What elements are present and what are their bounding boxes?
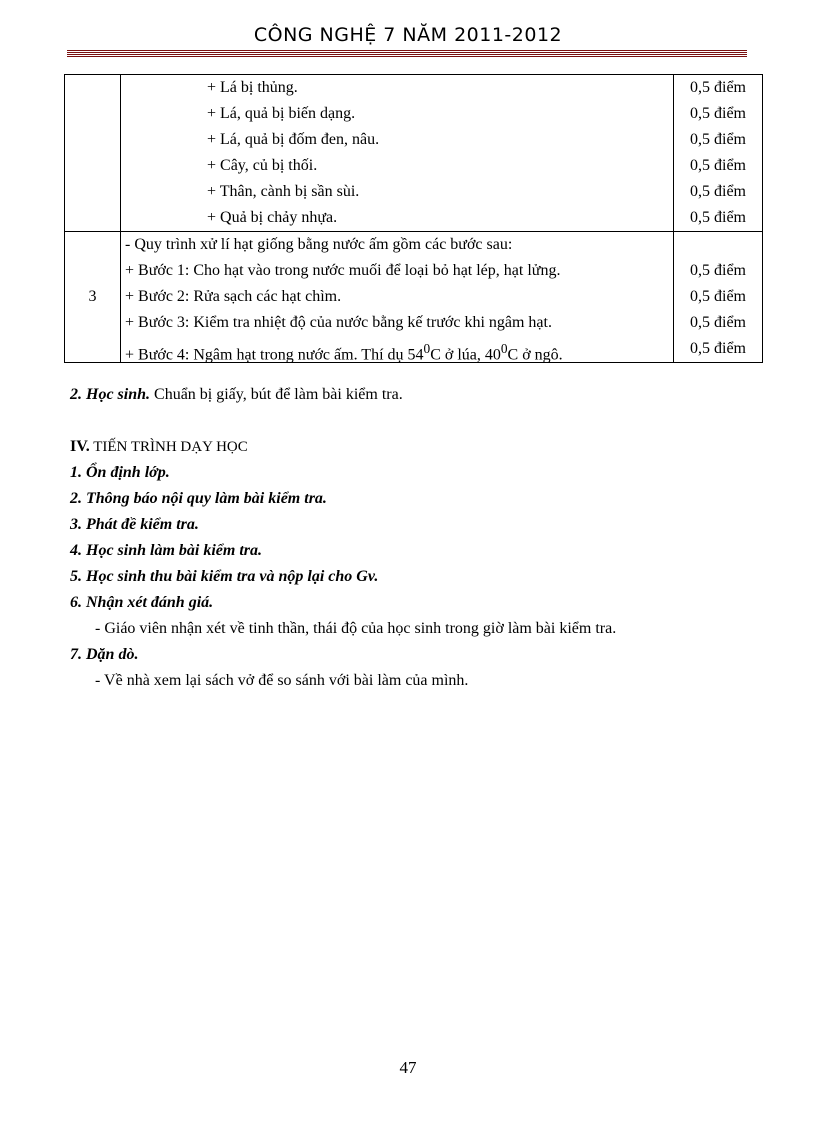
procedure-item: 4. Học sinh làm bài kiểm tra. xyxy=(70,542,263,559)
score-cell xyxy=(674,75,763,232)
answer-line: + Lá, quả bị đốm đen, nâu. xyxy=(207,131,380,148)
section-heading xyxy=(70,434,248,460)
score-value: 0,5 điểm xyxy=(690,288,746,305)
answer-line: + Bước 2: Rửa sạch các hạt chìm. xyxy=(125,288,342,305)
page-number: 47 xyxy=(399,1058,417,1077)
procedure-item: 2. Thông báo nội quy làm bài kiểm tra. xyxy=(70,490,327,507)
answer-line xyxy=(121,336,673,362)
answer-line: + Bước 1: Cho hạt vào trong nước muối để loại bỏ hạt lép, hạt lửng. xyxy=(125,262,561,279)
question-number-cell xyxy=(65,75,121,232)
answer-line: + Thân, cành bị sần sùi. xyxy=(207,183,360,200)
header-divider xyxy=(67,50,747,57)
procedure-item: 6. Nhận xét đánh giá. xyxy=(70,594,214,611)
score-value: 0,5 điểm xyxy=(690,314,746,331)
score-value: 0,5 điểm xyxy=(690,209,746,226)
procedure-item: 7. Dặn dò. xyxy=(70,646,139,663)
student-preparation xyxy=(70,382,403,408)
answer-line: + Lá bị thủng. xyxy=(207,79,298,96)
score-value: 0,5 điểm xyxy=(690,105,746,122)
score-cell xyxy=(674,232,763,363)
table-row xyxy=(65,75,763,232)
score-value: 0,5 điểm xyxy=(690,79,746,96)
answer-table xyxy=(64,74,763,363)
answer-line: + Quả bị chảy nhựa. xyxy=(207,209,338,226)
step4-text-a: + Bước 4: Ngâm hạt trong nước ấm. Thí dụ 54 xyxy=(125,346,424,364)
question-number-cell: 3 xyxy=(65,232,121,363)
section-title: TIẾN TRÌNH DẠY HỌC xyxy=(89,439,248,455)
answer-line: + Lá, quả bị biến dạng. xyxy=(207,105,356,122)
answer-content-cell xyxy=(121,75,674,232)
table-row xyxy=(65,232,763,363)
score-value: 0,5 điểm xyxy=(690,131,746,148)
score-value: 0,5 điểm xyxy=(690,340,746,357)
score-value: 0,5 điểm xyxy=(690,157,746,174)
procedure-item: 5. Học sinh thu bài kiểm tra và nộp lại cho Gv. xyxy=(70,568,379,585)
procedure-note: - Giáo viên nhận xét về tinh thần, thái độ của học sinh trong giờ làm bài kiểm tra. xyxy=(95,620,617,637)
step4-text-b: C ở lúa, 40 xyxy=(430,346,501,364)
student-label: 2. Học sinh. xyxy=(70,386,151,403)
student-text: Chuẩn bị giấy, bút để làm bài kiểm tra. xyxy=(150,386,403,403)
procedure-item: 1. Ổn định lớp. xyxy=(70,464,170,481)
score-value: 0,5 điểm xyxy=(690,183,746,200)
step4-text-c: C ở ngô. xyxy=(507,346,563,364)
answer-line: + Cây, củ bị thối. xyxy=(207,157,318,174)
score-value xyxy=(674,232,762,258)
answer-line: - Quy trình xử lí hạt giống bằng nước ấm gồm các bước sau: xyxy=(125,236,513,253)
answer-line: + Bước 3: Kiểm tra nhiệt độ của nước bằng kế trước khi ngâm hạt. xyxy=(125,314,552,331)
page-header-title: CÔNG NGHỆ 7 NĂM 2011-2012 xyxy=(253,24,563,46)
score-value: 0,5 điểm xyxy=(690,262,746,279)
section-roman: IV. xyxy=(70,438,90,455)
answer-content-cell xyxy=(121,232,674,363)
procedure-item: 3. Phát đề kiểm tra. xyxy=(70,516,199,533)
procedure-note: - Về nhà xem lại sách vở để so sánh với bài làm của mình. xyxy=(95,672,469,689)
degree-superscript: 0 xyxy=(500,341,508,356)
degree-superscript: 0 xyxy=(423,341,431,356)
